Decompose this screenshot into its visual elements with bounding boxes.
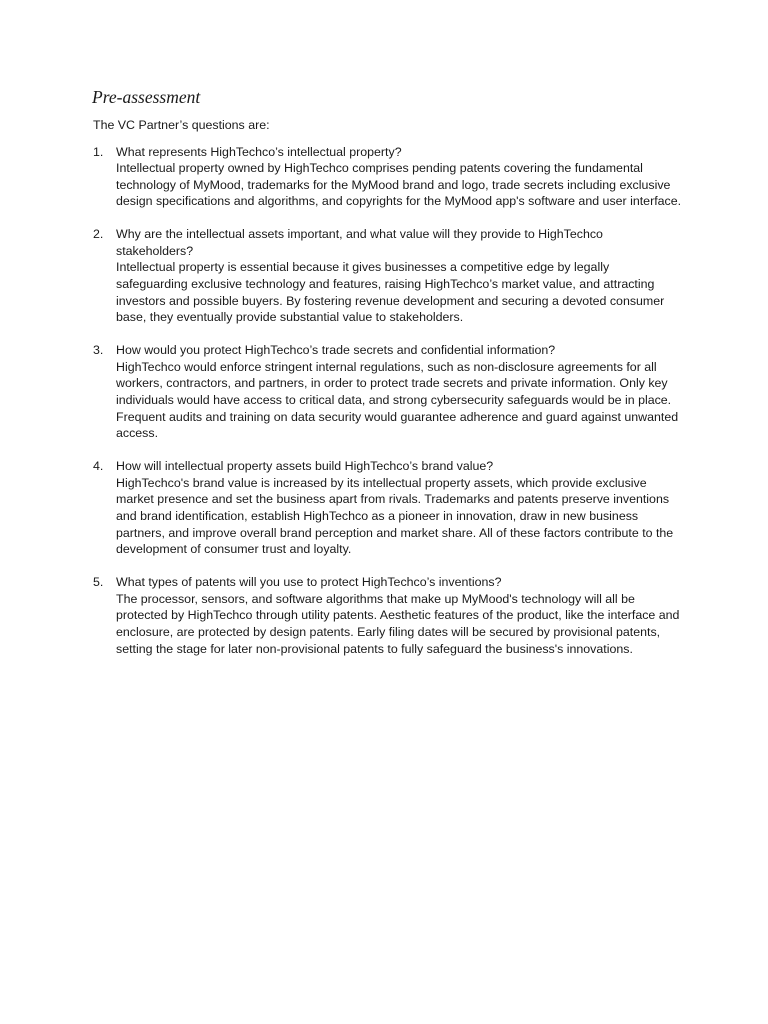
document-page [92,86,682,673]
item-number: 3. [93,343,104,358]
list-item [92,574,682,657]
intro-text: The VC Partner’s questions are: [93,118,270,132]
question-text: What types of patents will you use to protect HighTechco’s inventions? [116,575,502,590]
answer-text: Intellectual property is essential because it gives businesses a competitive edge by legally safeguarding exclusive technology and features, raising HighTechco’s market value, and attracting investors and possible buyers. By fostering revenue development and securing a devoted consumer base, they eventually provide substantial value to stakeholders. [116,260,665,325]
item-number: 4. [93,459,104,474]
question-text: How will intellectual property assets build HighTechco’s brand value? [116,459,494,474]
list-item [92,458,682,558]
item-number: 2. [93,227,104,242]
item-number: 1. [93,144,104,159]
answer-text: HighTechco's brand value is increased by its intellectual property assets, which provide exclusive market presence and set the business apart from rivals. Trademarks and patents preserve inventions and brand identification, establish HighTechco as a pioneer in innovation, draw in new business partners, and improve overall brand perception and market share. All of these factors contribute to the development of consumer trust and loyalty. [116,475,674,557]
answer-text: HighTechco would enforce stringent internal regulations, such as non-disclosure agreements for all workers, contractors, and partners, in order to protect trade secrets and private information. Only key individuals would have access to critical data, and strong cybersecurity safeguards would be in place. Frequent audits and training on data security would guarantee adherence and guard against unwanted access. [116,359,679,441]
answer-text: The processor, sensors, and software algorithms that make up MyMood's technology will all be protected by HighTechco through utility patents. Aesthetic features of the product, like the interface and enclosure, are protected by design patents. Early filing dates will be secured by provisional patents, setting the stage for later non-provisional patents to fully safeguard the business's innovations. [116,591,680,656]
list-item [92,342,682,442]
document-title: Pre-assessment [92,87,201,107]
list-item [92,144,682,210]
item-number: 5. [93,575,104,590]
answer-text: Intellectual property owned by HighTechco comprises pending patents covering the fundamental technology of MyMood, trademarks for the MyMood brand and logo, trade secrets including exclusive design specifications and algorithms, and copyrights for the MyMood app's software and user interface. [116,161,682,209]
question-text: What represents HighTechco’s intellectual property? [116,144,402,159]
question-text: Why are the intellectual assets important, and what value will they provide to HighTechco stakeholders? [116,227,603,258]
list-item [92,226,682,326]
question-text: How would you protect HighTechco’s trade secrets and confidential information? [116,343,556,358]
question-list [92,144,682,658]
